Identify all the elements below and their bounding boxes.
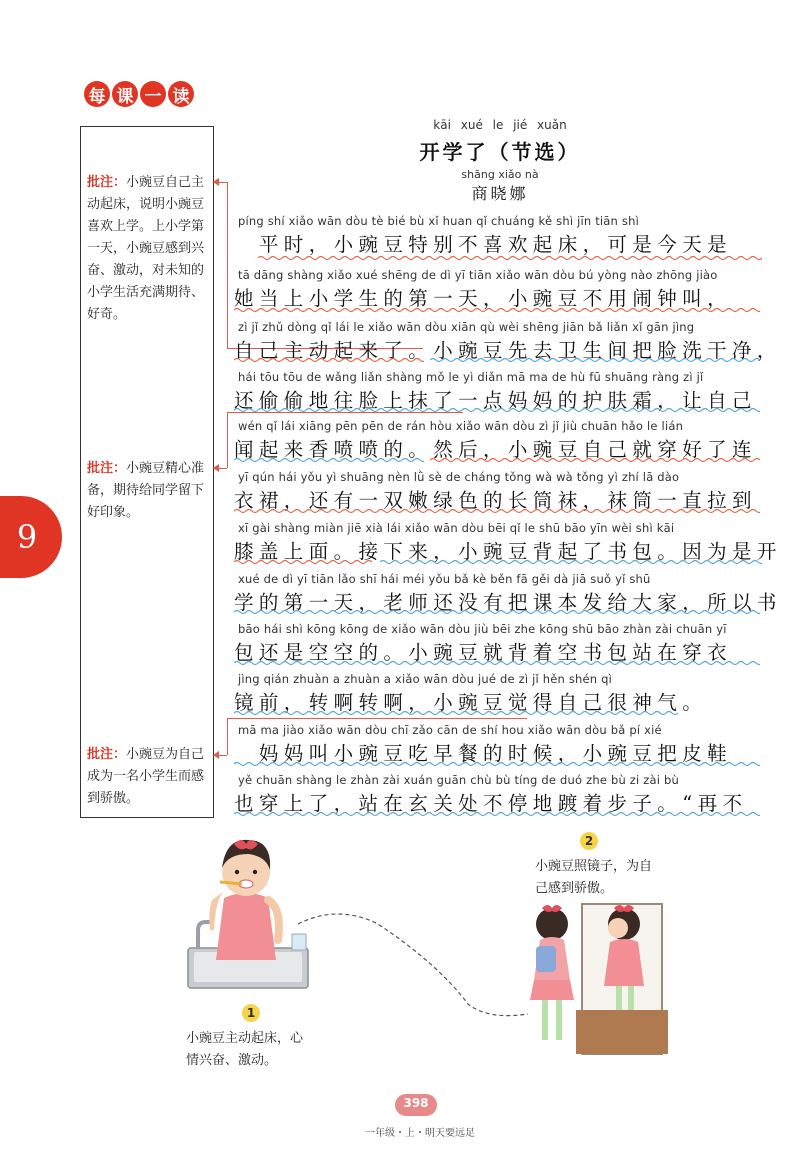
illustration-caption-1: 小豌豆主动起床，心情兴奋、激动。 — [186, 1031, 304, 1068]
text-line: 妈妈叫小豌豆吃早餐的时候，小豌豆把皮鞋 — [234, 742, 733, 765]
text-line: 自己主动起来了。小豌豆先去卫生间把脸洗干净， — [234, 339, 782, 362]
connector-line — [227, 718, 527, 719]
pinyin-line: tā dāng shàng xiǎo xué shēng de dì yī tiān xiǎo wān dòu bú yòng nào zhōng jiào — [238, 268, 718, 282]
connector-line — [219, 468, 227, 469]
pinyin-line: xī gài shàng miàn jiē xià lái xiǎo wān dòu bēi qǐ le shū bāo yīn wèi shì kāi — [238, 521, 675, 535]
author-pinyin: shāng xiǎo nà — [461, 168, 539, 181]
text-line: 衣裙，还有一双嫩绿色的长筒袜，袜筒一直拉到 — [234, 489, 757, 512]
annotation-label: 批注： — [87, 747, 127, 762]
lesson-number-tab: 9 — [0, 496, 62, 578]
blue-wavy-underline — [380, 559, 762, 565]
text-line: 平时，小豌豆特别不喜欢起床，可是今天是 — [234, 233, 733, 256]
connector-line — [219, 182, 227, 183]
page-number: 398 — [403, 1096, 429, 1110]
illustration-caption-2: 小豌豆照镜子，为自己感到骄傲。 — [535, 859, 653, 896]
blue-wavy-underline — [234, 660, 760, 666]
text-line: 她当上小学生的第一天，小豌豆不用闹钟叫， — [234, 287, 733, 310]
pinyin-line: bāo hái shì kōng kōng de xiǎo wān dòu jiù bēi zhe kōng shū bāo zhàn zài chuān yī — [238, 622, 727, 636]
text-line: 膝盖上面。接下来，小豌豆背起了书包。因为是开 — [234, 540, 782, 563]
illustration-number-2: 2 — [580, 832, 598, 850]
pinyin-line: yě chuān shàng le zhàn zài xuán guān chù bù tíng de duó zhe bù zi zài bù — [238, 773, 680, 787]
pinyin-line: wén qǐ lái xiāng pēn pēn de rán hòu xiǎo wān dòu zì jǐ jiù chuān hǎo le lián — [238, 419, 684, 433]
blue-wavy-underline — [234, 407, 760, 413]
illustration-number-1: 1 — [242, 1004, 260, 1022]
blue-wavy-underline — [234, 761, 760, 767]
red-wavy-underline — [234, 357, 424, 363]
red-wavy-underline — [234, 307, 760, 313]
text-line: 包还是空空的。小豌豆就背着空书包站在穿衣 — [234, 641, 733, 664]
badge-char: 每 — [84, 81, 110, 107]
blue-wavy-underline — [234, 811, 760, 817]
red-wavy-underline — [430, 457, 762, 463]
dashed-path — [296, 900, 536, 1020]
annotation-label: 批注： — [87, 175, 127, 190]
red-wavy-underline — [234, 508, 760, 514]
connector-line — [219, 755, 227, 756]
annotation-text: 小豌豆精心准备，期待给同学留下好印象。 — [87, 461, 205, 520]
text-line: 学的第一天，老师还没有把课本发给大家，所以书 — [234, 591, 782, 614]
pinyin-line: mā ma jiào xiǎo wān dòu chī zǎo cān de shí hou xiǎo wān dòu bǎ pí xié — [238, 723, 662, 737]
pinyin-line: píng shí xiǎo wān dòu tè bié bù xǐ huan qǐ chuáng kě shì jīn tiān shì — [238, 214, 639, 228]
author-name: 商晓娜 — [471, 184, 529, 203]
connector-line — [227, 718, 228, 755]
section-badge — [84, 80, 194, 108]
pinyin-line: jìng qián zhuàn a zhuàn a xiǎo wān dòu jué de zì jǐ hěn shén qì — [238, 672, 613, 686]
pinyin-line: zì jǐ zhǔ dòng qǐ lái le xiǎo wān dòu xiān qù wèi shēng jiān bǎ liǎn xǐ gān jìng — [238, 320, 695, 334]
text-line: 也穿上了，站在玄关处不停地踱着步子。“再不 — [234, 792, 748, 815]
girl-mirror-illustration — [512, 900, 672, 1058]
red-wavy-underline — [258, 255, 762, 261]
title-pinyin: kāi xué le jié xuǎn — [433, 118, 567, 132]
badge-char: 课 — [112, 81, 138, 107]
text-line: 还偷偷地往脸上抹了一点妈妈的护肤霜，让自己 — [234, 389, 757, 412]
connector-line — [227, 412, 228, 468]
connector-line — [227, 182, 228, 348]
text-line: 闻起来香喷喷的。然后，小豌豆自己就穿好了连 — [234, 438, 757, 461]
annotation-note-3 — [87, 744, 212, 810]
badge-char: 读 — [168, 81, 194, 107]
annotation-note-2 — [87, 458, 212, 524]
pinyin-line: yī qún hái yǒu yì shuāng nèn lǜ sè de cháng tǒng wà wà tǒng yì zhí lā dào — [238, 470, 680, 484]
page-title: 开学了（节选） — [419, 140, 581, 164]
annotation-text: 小豌豆为自己成为一名小学生而感到骄傲。 — [87, 747, 205, 806]
blue-wavy-underline — [234, 710, 710, 716]
blue-wavy-underline — [234, 457, 424, 463]
badge-char: 一 — [140, 81, 166, 107]
footer-book-title: 一年级・上・明天要远足 — [365, 1128, 475, 1139]
pinyin-line: hái tōu tōu de wǎng liǎn shàng mǒ le yì diǎn mā ma de hù fū shuāng ràng zì jǐ — [238, 370, 704, 384]
text-line: 镜前，转啊转啊，小豌豆觉得自己很神气。 — [234, 691, 708, 714]
annotation-text: 小豌豆自己主动起床，说明小豌豆喜欢上学。上小学第一天，小豌豆感到兴奋、激动，对未知的小学生活充满期待、好奇。 — [87, 175, 205, 322]
pinyin-line: xué de dì yī tiān lǎo shī hái méi yǒu bǎ kè běn fā gěi dà jiā suǒ yǐ shū — [238, 572, 651, 586]
annotation-label: 批注： — [87, 461, 127, 476]
annotation-note-1 — [87, 172, 212, 326]
blue-wavy-underline — [430, 357, 762, 363]
blue-wavy-underline — [234, 609, 760, 615]
red-wavy-underline — [234, 559, 372, 565]
